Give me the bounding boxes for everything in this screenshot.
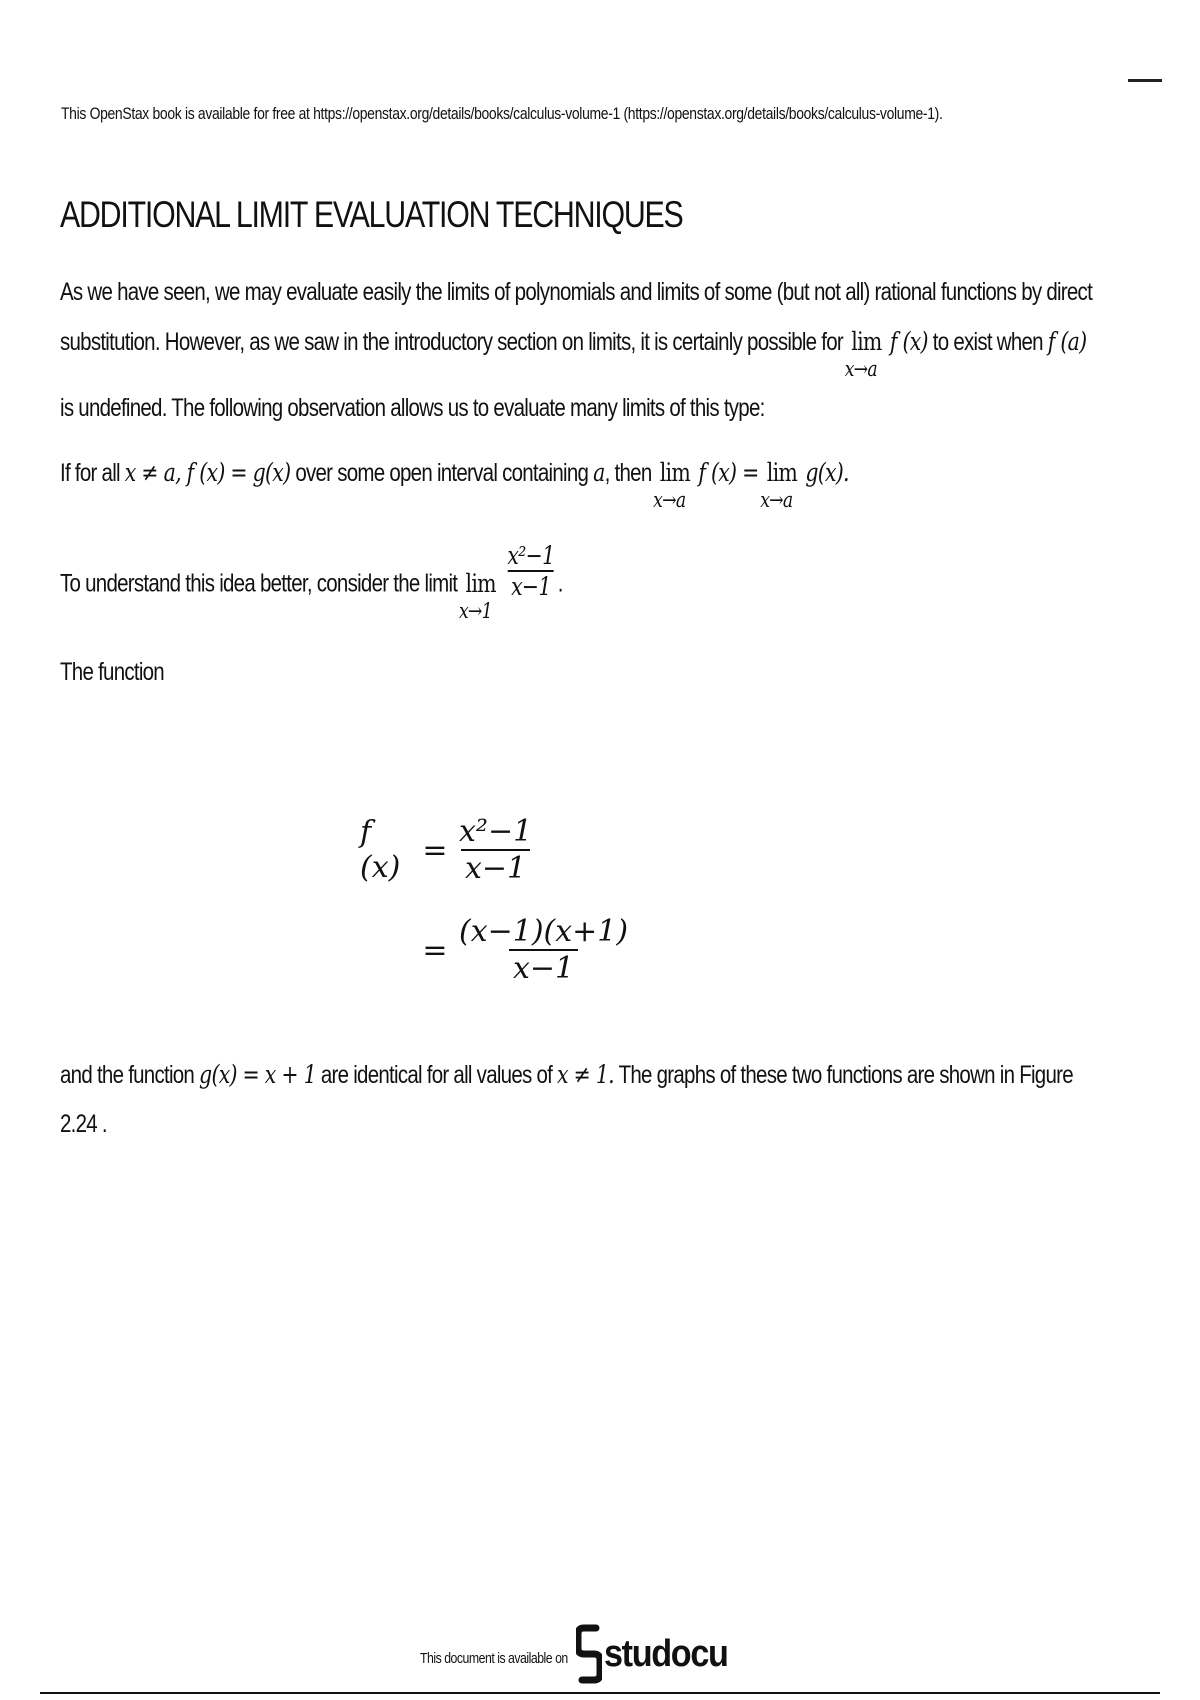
p1-text-b: to exist when (932, 328, 1043, 356)
p2-text-b: over some open interval containing (295, 459, 589, 487)
top-dash-mark (1128, 79, 1162, 82)
fraction-1-denominator: x−1 (461, 849, 530, 886)
fraction-numerator: x²−1 (507, 541, 555, 570)
paragraph-3 (60, 541, 563, 623)
paragraph-1-line-3: is undefined. The following observation allows us to evaluate many limits of this type: (60, 394, 765, 422)
paragraph-2 (60, 458, 849, 512)
p2-condition: x ≠ a, f (x) = g(x) (124, 458, 291, 487)
studocu-logo[interactable] (576, 1624, 741, 1684)
p2-text-a: If for all (60, 459, 120, 487)
equals-sign: = (422, 832, 448, 868)
equation-lhs: f (x) (360, 815, 401, 885)
p3-period: . (557, 569, 563, 598)
fraction-1-numerator: x²−1 (459, 814, 533, 849)
p5-text-c: The graphs of these two functions are shown in Figure (618, 1061, 1073, 1089)
p2-fx: f (x) = (698, 458, 759, 487)
p2-text-c: , then (604, 459, 652, 487)
limit-expression: lim x→a (844, 327, 882, 381)
p1-text-a: substitution. However, as we saw in the introductory section on limits, it is certainly possible for (60, 328, 844, 356)
p5-condition: x ≠ 1. (557, 1060, 614, 1089)
p2-var-a: a (593, 458, 605, 487)
equation-row-1 (360, 800, 632, 900)
fa-expression: f (a) (1047, 327, 1087, 356)
bottom-rule (40, 1692, 1160, 1694)
limit-g-subscript: x→a (760, 488, 793, 512)
p2-gx: g(x). (805, 458, 849, 487)
paragraph-4: The function (60, 658, 164, 686)
fraction-2-denominator: x−1 (509, 949, 578, 986)
source-note: This OpenStax book is available for free at https://openstax.org/details/books/calculus-volume-1 (https://openstax.org/details/books/calculus-volume-1). (61, 104, 943, 123)
paragraph-5-line-1 (60, 1060, 1073, 1090)
p5-text-b: are identical for all values of (320, 1061, 553, 1089)
studocu-logo-icon (576, 1624, 602, 1684)
equation-fraction-2 (455, 914, 632, 986)
limit-g: lim x→a (760, 458, 798, 512)
paragraph-1-line-1: As we have seen, we may evaluate easily the limits of polynomials and limits of some (but not all) rational functions by direct (60, 278, 1093, 306)
fraction-2-numerator: (x−1)(x+1) (459, 914, 629, 949)
limit-f-subscript: x→a (653, 488, 686, 512)
equation-row-2 (360, 900, 632, 1000)
p3-text: To understand this idea better, consider the limit (60, 569, 458, 598)
p5-text-a: and the function (60, 1061, 195, 1089)
limit-x-to-1: lim x→1 (458, 568, 496, 623)
limit-subscript: x→a (844, 357, 877, 381)
fx-expression: f (x) (889, 327, 928, 356)
equation-fraction-1 (455, 814, 536, 886)
limit-x-to-1-subscript: x→1 (458, 598, 492, 623)
limit-f: lim x→a (653, 458, 691, 512)
paragraph-1-line-2 (60, 327, 1087, 381)
limit-fraction (504, 541, 558, 601)
studocu-brand-name: studocu (604, 1632, 728, 1675)
paragraph-5-line-2: 2.24 . (60, 1110, 107, 1138)
fraction-denominator: x−1 (508, 570, 554, 601)
footer-available-text: This document is available on (420, 1650, 568, 1667)
g-definition: g(x) = x + 1 (199, 1060, 316, 1089)
equals-sign: = (422, 932, 448, 968)
display-equation (360, 800, 632, 1000)
section-title: ADDITIONAL LIMIT EVALUATION TECHNIQUES (60, 194, 683, 235)
